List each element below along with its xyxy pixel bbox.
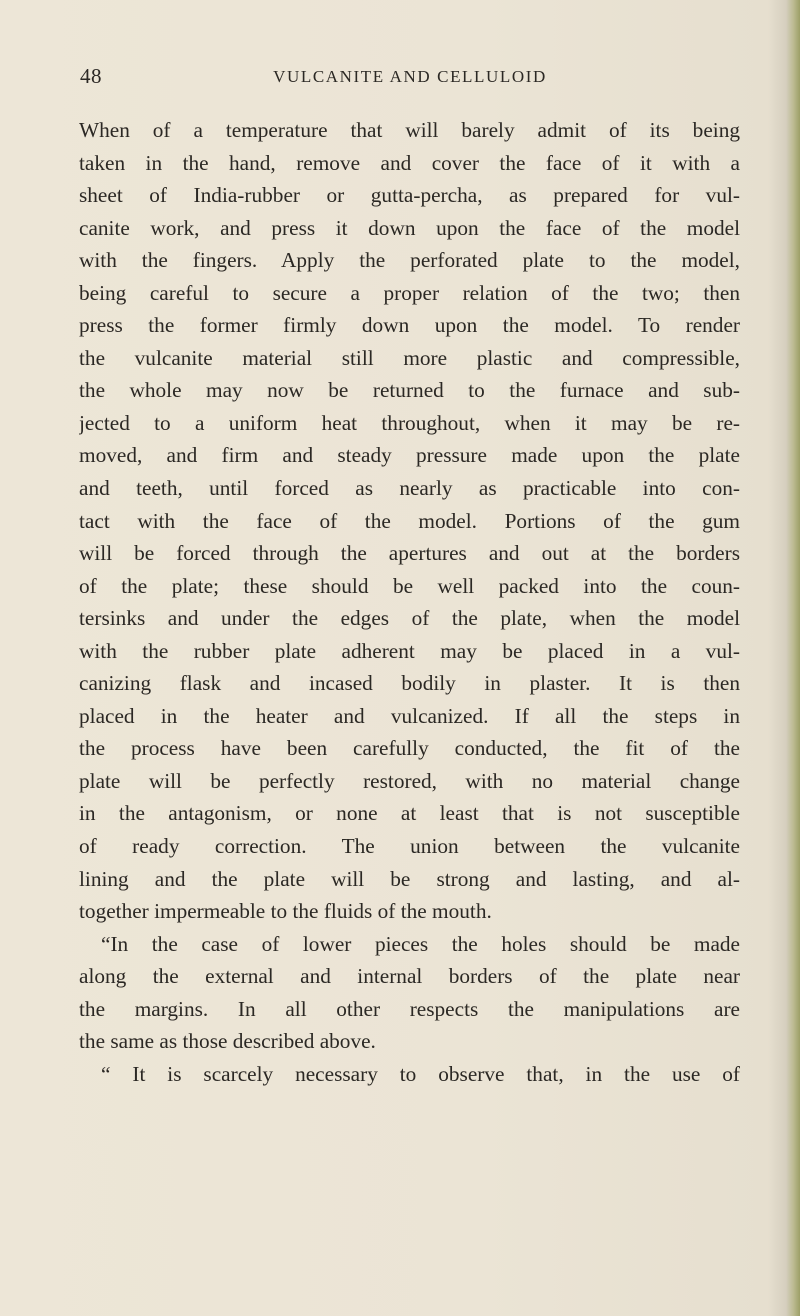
text-line: the same as those described above. [79,1029,376,1054]
text-line: placed in the heater and vulcanized. If all the steps in [79,703,740,728]
text-line: the margins. In all other respects the manipulations are [79,996,740,1021]
text-line: moved, and firm and steady pressure made upon the plate [79,443,740,468]
text-line: When of a temperature that will barely admit of its being [79,118,740,142]
text-line: with the rubber plate adherent may be placed in a vul- [79,638,740,663]
body-text [79,114,740,1090]
text-line: lining and the plate will be strong and lasting, and al- [79,866,740,891]
text-line: with the fingers. Apply the perforated plate to the model, [79,248,740,273]
text-line: canite work, and press it down upon the face of the model [79,215,740,240]
text-line: and teeth, until forced as nearly as practicable into con- [79,476,740,501]
text-line: in the antagonism, or none at least that is not susceptible [79,801,740,826]
text-line: of ready correction. The union between the vulcanite [79,834,740,859]
page-header [80,64,740,94]
text-line: the process have been carefully conducted, the fit of the [79,736,740,761]
text-line: press the former firmly down upon the model. To render [79,313,740,338]
text-line: “ It is scarcely necessary to observe that, in the use of [101,1061,740,1086]
text-line: “In the case of lower pieces the holes should be made [101,931,740,956]
text-line: the whole may now be returned to the furnace and sub- [79,378,740,403]
text-line: the vulcanite material still more plastic and compressible, [79,345,740,370]
page-number: 48 [80,64,102,88]
text-line: being careful to secure a proper relation of the two; then [79,280,740,305]
text-line: taken in the hand, remove and cover the face of it with a [79,150,740,175]
text-line: sheet of India-rubber or gutta-percha, as prepared for vul- [79,183,740,208]
text-line: of the plate; these should be well packed into the coun- [79,573,740,598]
running-head: VULCANITE AND CELLULOID [273,67,547,86]
page-edge-shadow [786,0,800,1316]
text-line: jected to a uniform heat throughout, when it may be re- [79,410,740,435]
text-line: tact with the face of the model. Portions of the gum [79,508,740,533]
text-line: tersinks and under the edges of the plate, when the model [79,606,740,631]
text-line: canizing flask and incased bodily in plaster. It is then [79,671,740,696]
text-line: together impermeable to the fluids of the mouth. [79,899,492,924]
text-line: along the external and internal borders of the plate near [79,964,740,989]
text-line: will be forced through the apertures and out at the borders [79,541,740,566]
text-line: plate will be perfectly restored, with no material change [79,768,740,793]
